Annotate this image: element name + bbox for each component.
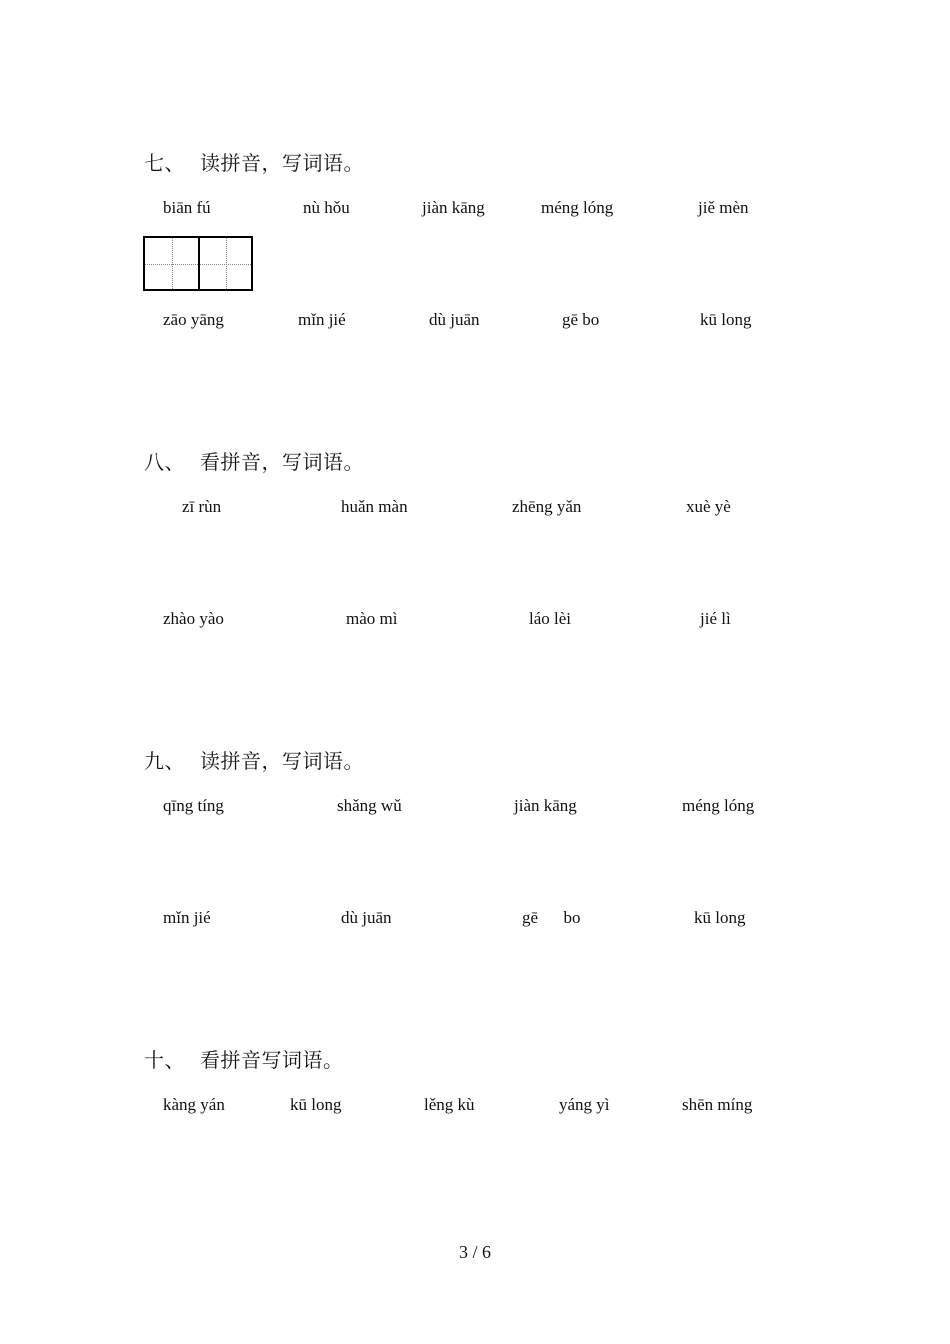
pinyin-word: gē bo (522, 908, 581, 927)
section-title: 读拼音，写词语。 (200, 151, 364, 175)
pinyin-word: gē bo (562, 310, 600, 329)
pinyin-word: kàng yán (163, 1095, 225, 1114)
pinyin-word: kū long (290, 1095, 342, 1114)
pinyin-word: xuè yè (686, 497, 731, 516)
pinyin-word: lěng kù (424, 1095, 475, 1114)
tianzige-writing-grid[interactable] (143, 236, 253, 291)
pinyin-word: láo lèi (529, 609, 572, 628)
pinyin-word: dù juān (341, 908, 392, 927)
pinyin-word: shēn míng (682, 1095, 753, 1114)
section-7-heading (144, 147, 364, 176)
pinyin-word: yáng yì (559, 1095, 610, 1114)
pinyin-word: jiě mèn (698, 198, 749, 217)
grid-cell[interactable] (145, 238, 198, 289)
pinyin-word: shǎng wǔ (337, 796, 402, 815)
section-number: 九、 (144, 749, 185, 773)
pinyin-word: jiàn kāng (514, 796, 577, 815)
pinyin-word: zhēng yǎn (512, 497, 582, 516)
grid-cell[interactable] (198, 238, 251, 289)
pinyin-word: nù hǒu (303, 198, 350, 217)
pinyin-word: jiàn kāng (422, 198, 485, 217)
pinyin-word: kū long (700, 310, 752, 329)
section-10-heading (144, 1044, 344, 1073)
pinyin-word: biān fú (163, 198, 211, 217)
section-number: 七、 (144, 151, 185, 175)
pinyin-word: méng lóng (682, 796, 755, 815)
pinyin-word: zhào yào (163, 609, 224, 628)
section-8-heading (144, 446, 364, 475)
pinyin-word: kū long (694, 908, 746, 927)
pinyin-word: huǎn màn (341, 497, 408, 516)
pinyin-word: mǐn jié (163, 908, 211, 927)
section-number: 十、 (144, 1048, 185, 1072)
pinyin-word: zī rùn (182, 497, 222, 516)
pinyin-word: jié lì (700, 609, 731, 628)
section-9-heading (144, 745, 364, 774)
section-title: 读拼音，写词语。 (200, 749, 364, 773)
pinyin-word: qīng tíng (163, 796, 224, 815)
pinyin-word: méng lóng (541, 198, 614, 217)
section-number: 八、 (144, 450, 185, 474)
section-title: 看拼音，写词语。 (200, 450, 364, 474)
pinyin-word: mào mì (346, 609, 398, 628)
pinyin-word: mǐn jié (298, 310, 346, 329)
section-title: 看拼音写词语。 (200, 1048, 344, 1072)
pinyin-word: zāo yāng (163, 310, 224, 329)
page-number: 3 / 6 (458, 1242, 491, 1262)
pinyin-word: dù juān (429, 310, 480, 329)
